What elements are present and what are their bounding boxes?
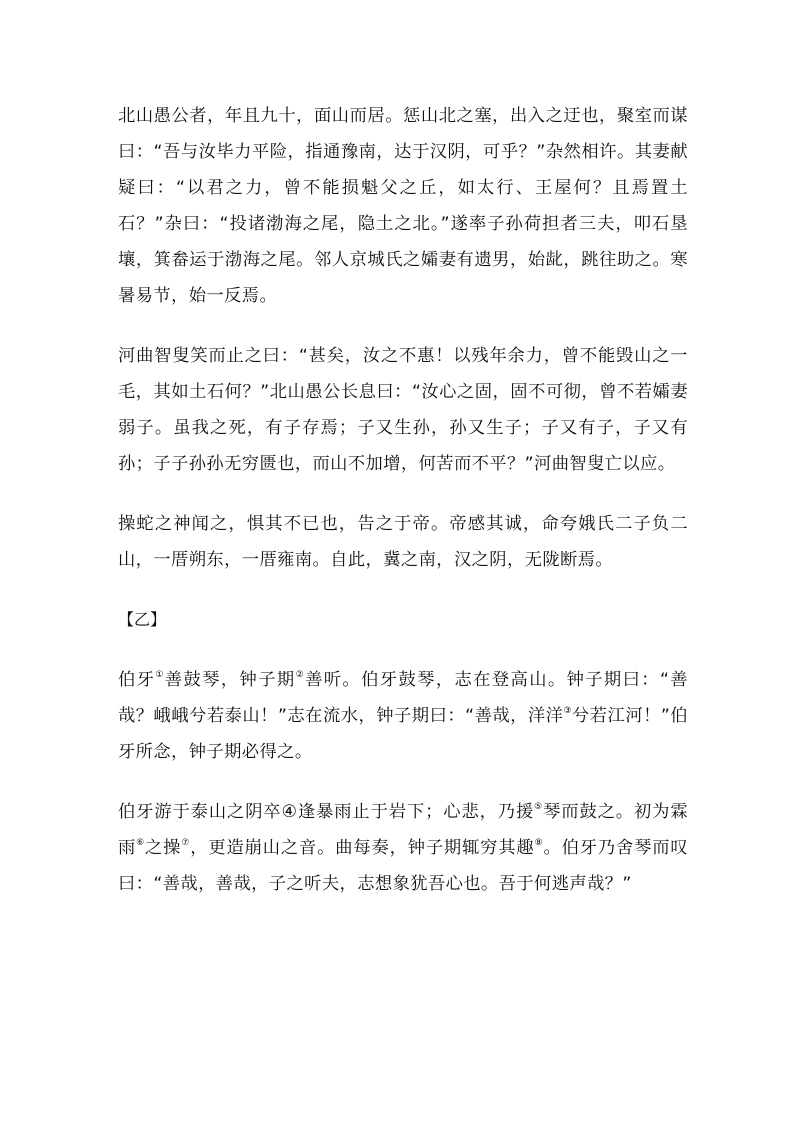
footnote-marker: ⑦ xyxy=(181,838,191,848)
paragraph-yugong-2: 河曲智叟笑而止之曰：“甚矣，汝之不惠！以残年余力，曾不能毁山之一毛，其如土石何？”北山愚公长息曰：“汝心之固，固不可彻，曾不若孀妻弱子。虽我之死，有子存焉；子又生孙，孙又生子；子又有子，子又有孙；子子孙孙无穷匮也，而山不加增，何苦而不平？”河曲智叟亡以应。 xyxy=(118,346,688,474)
footnote-marker: ⑧ xyxy=(534,838,544,848)
footnote-marker: ⑤ xyxy=(534,802,544,812)
text-segment: ，更造崩山之音。曲每奏，钟子期辄穷其趣 xyxy=(190,838,535,858)
text-segment: 琴而鼓之。初为霖雨 xyxy=(118,802,689,858)
footnote-marker: ⑥ xyxy=(136,838,146,848)
section-label-yi: 【乙】 xyxy=(118,610,167,629)
footnote-marker: ③ xyxy=(563,706,572,716)
text-segment: 伯牙游于泰山之阴卒④逢暴雨止于岩下；心悲，乃援 xyxy=(118,802,535,822)
text-segment: 之操 xyxy=(145,838,182,858)
text-segment: 。伯牙乃舍琴而叹曰：“善哉，善哉，子之听夫，志想象犹吾心也。吾于何逃声哉？” xyxy=(118,838,689,894)
footnote-marker: ① xyxy=(155,670,165,680)
paragraph-yugong-1: 北山愚公者，年且九十，面山而居。惩山北之塞，出入之迂也，聚室而谋曰：“吾与汝毕力平险，指通豫南，达于汉阴，可乎？”杂然相许。其妻献疑曰：“以君之力，曾不能损魁父之丘，如太行、王屋何？且焉置土石？”杂曰：“投诸渤海之尾，隐土之北。”遂率子孙荷担者三夫，叩石垦壤，箕畚运于渤海之尾。邻人京城氏之孀妻有遗男，始龀，跳往助之。寒暑易节，始一反焉。 xyxy=(118,106,688,306)
document-page xyxy=(118,98,688,902)
text-segment: 善鼓琴，钟子期 xyxy=(164,670,296,690)
paragraph-yugong-3: 操蛇之神闻之，惧其不已也，告之于帝。帝感其诚，命夸娥氏二子负二山，一厝朔东，一厝雍南。自此，冀之南，汉之阴，无陇断焉。 xyxy=(118,514,688,570)
text-segment: 伯牙 xyxy=(118,670,156,690)
paragraph-boya-1 xyxy=(118,662,688,770)
footnote-marker: ② xyxy=(295,670,306,680)
text-segment: 兮若江河！”伯牙所念，钟子期必得之。 xyxy=(118,706,688,762)
text-segment: 善听。伯牙鼓琴，志在登高山。钟子期曰：“善哉？峨峨兮若泰山！”志在流水，钟子期曰：“善哉，洋洋 xyxy=(118,670,688,726)
paragraph-boya-2 xyxy=(118,794,688,902)
